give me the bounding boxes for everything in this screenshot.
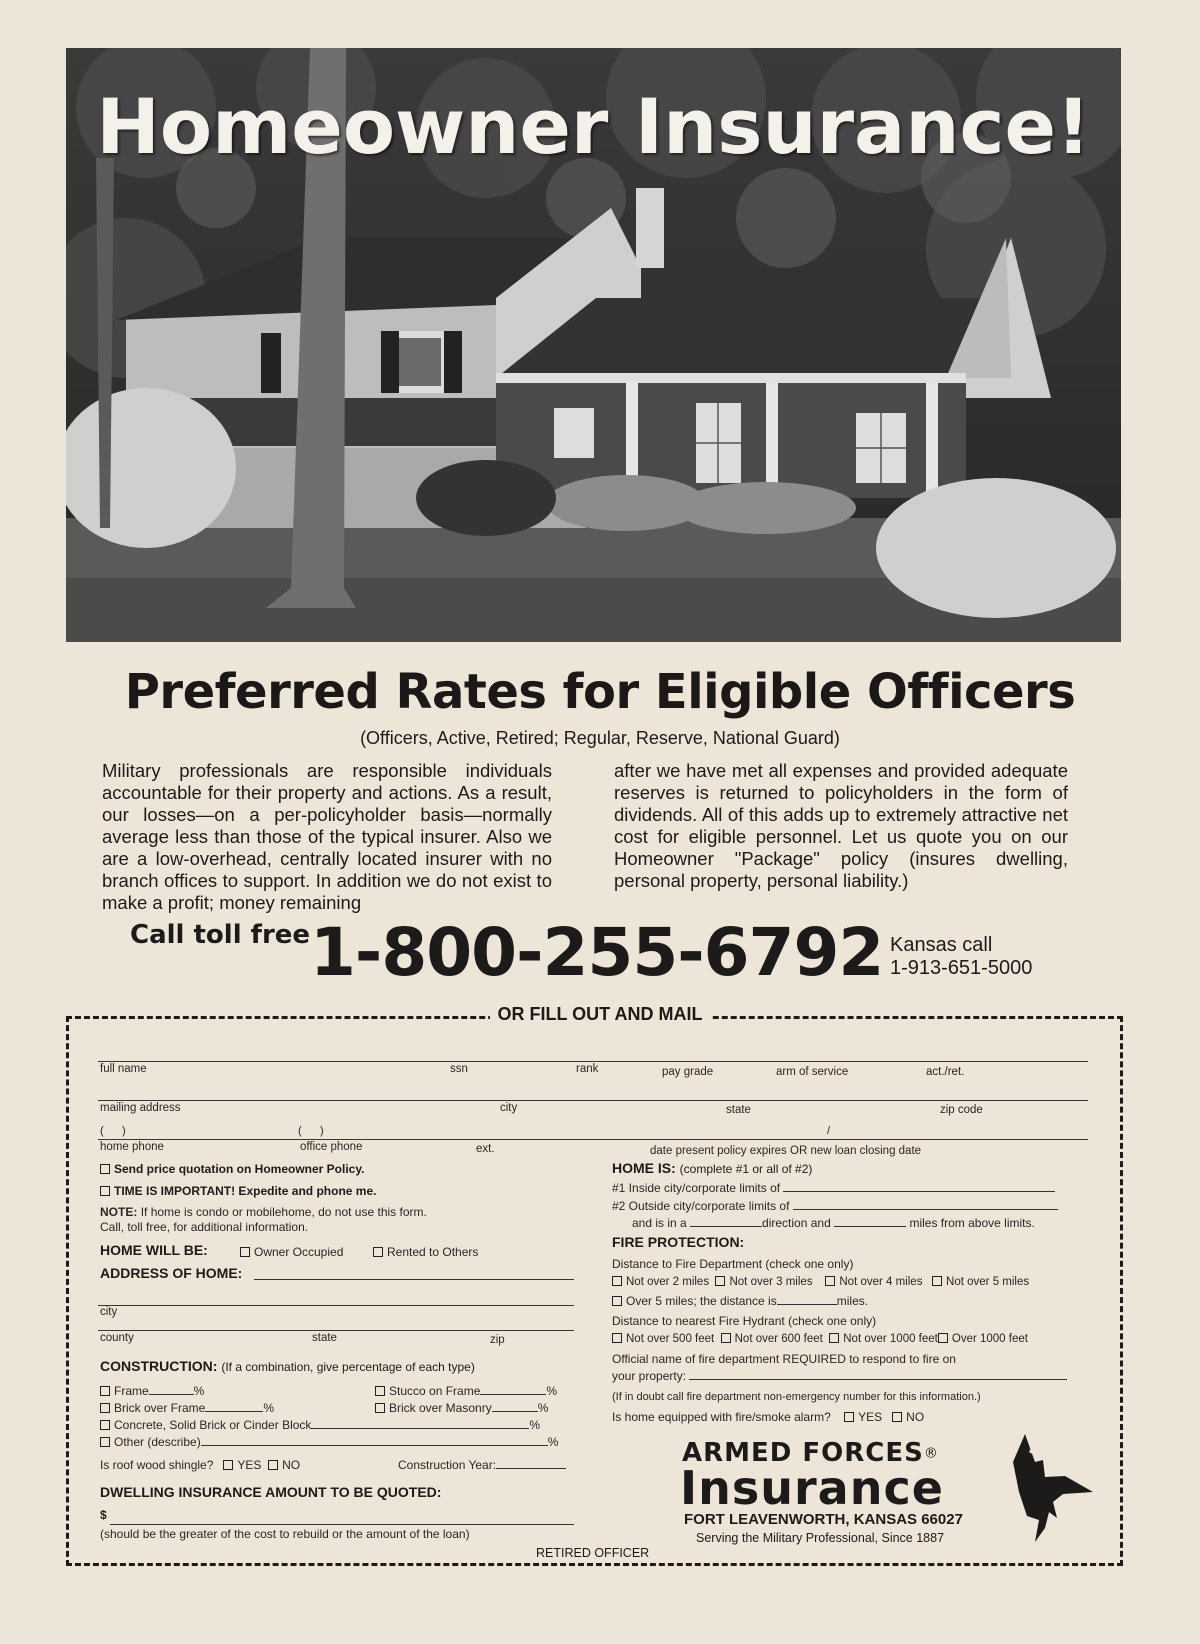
address-of-home-heading: ADDRESS OF HOME: bbox=[100, 1265, 243, 1281]
policy-expires-label: date present policy expires OR new loan closing date bbox=[650, 1145, 922, 1157]
official-name-field[interactable]: your property: bbox=[612, 1369, 1067, 1383]
company-insurance-wordmark: Insurance bbox=[680, 1461, 944, 1515]
pay-grade-label: pay grade bbox=[662, 1066, 714, 1078]
checkbox[interactable] bbox=[100, 1186, 110, 1196]
form-header: OR FILL OUT AND MAIL bbox=[490, 1004, 711, 1024]
fire-dept-distance-label: Distance to Fire Department (check one only) bbox=[612, 1257, 854, 1271]
mailing-address-label: mailing address bbox=[100, 1102, 181, 1114]
stucco-option[interactable]: Stucco on Frame % bbox=[375, 1384, 557, 1398]
hydrant-distance-label: Distance to nearest Fire Hydrant (check one only) bbox=[612, 1314, 877, 1328]
company-tagline: Serving the Military Professional, Since 1887 bbox=[696, 1531, 945, 1545]
alarm-yes-checkbox[interactable] bbox=[844, 1412, 854, 1422]
ext-label: ext. bbox=[476, 1143, 495, 1155]
condo-note: NOTE: If home is condo or mobilehome, do not use this form. Call, toll free, for additional information. bbox=[100, 1205, 427, 1234]
h-600-option[interactable]: Not over 600 feet bbox=[721, 1333, 823, 1345]
alarm-question: Is home equipped with fire/smoke alarm? YES NO bbox=[612, 1410, 925, 1424]
eligibility-note: (Officers, Active, Retired; Regular, Reserve, National Guard) bbox=[360, 728, 840, 748]
address-line[interactable] bbox=[254, 1279, 574, 1280]
direction-field[interactable]: and is in a direction and miles from above limits. bbox=[632, 1216, 1035, 1230]
home-phone-label: home phone bbox=[100, 1141, 164, 1153]
outside-limits-field[interactable]: #2 Outside city/corporate limits of bbox=[612, 1199, 1058, 1213]
company-location: FORT LEAVENWORTH, KANSAS 66027 bbox=[684, 1511, 963, 1528]
eagle-icon bbox=[1005, 1432, 1095, 1547]
kansas-call bbox=[890, 934, 1032, 980]
rented-option[interactable]: Rented to Others bbox=[373, 1245, 478, 1259]
home-is-heading: HOME IS: (complete #1 or all of #2) bbox=[612, 1160, 813, 1176]
arm-of-service-label: arm of service bbox=[776, 1066, 849, 1078]
yes-checkbox[interactable] bbox=[223, 1460, 233, 1470]
city-label: city bbox=[500, 1102, 518, 1114]
body-column-1: Military professionals are responsible individuals accountable for their property and actions. As a result, our losses—on a per-policyholder basis—normally average less than those of the typical insurer. Also we are a low-overhead, centrally located insurer with no branch offices to support. In addition we do not exist to make a profit; money remaining bbox=[102, 760, 552, 913]
owner-occupied-option[interactable]: Owner Occupied bbox=[240, 1245, 343, 1259]
no-checkbox[interactable] bbox=[268, 1460, 278, 1470]
brick-masonry-option[interactable]: Brick over Masonry % bbox=[375, 1401, 548, 1415]
headline: Homeowner Insurance! bbox=[96, 82, 1091, 171]
toll-free-number[interactable]: 1-800-255-6792 bbox=[310, 914, 884, 991]
zip-code-label: zip code bbox=[940, 1104, 983, 1116]
addr-county-label: county bbox=[100, 1332, 134, 1344]
hydrant-options bbox=[612, 1333, 1028, 1345]
h-500-option[interactable]: Not over 500 feet bbox=[612, 1333, 714, 1345]
construction-year-field[interactable]: Construction Year: bbox=[398, 1458, 566, 1472]
fd-5-option[interactable]: Not over 5 miles bbox=[932, 1276, 1029, 1288]
brick-frame-option[interactable]: Brick over Frame % bbox=[100, 1401, 274, 1415]
address-line[interactable] bbox=[98, 1330, 574, 1331]
dwelling-note: (should be the greater of the cost to rebuild or the amount of the loan) bbox=[100, 1527, 470, 1541]
fd-3-option[interactable]: Not over 3 miles bbox=[715, 1276, 812, 1288]
dollar-sign: $ bbox=[100, 1508, 107, 1522]
addr-city-label: city bbox=[100, 1306, 118, 1318]
concrete-option[interactable]: Concrete, Solid Brick or Cinder Block % bbox=[100, 1418, 540, 1432]
act-ret-label: act./ret. bbox=[926, 1066, 965, 1078]
h-over-1000-option[interactable]: Over 1000 feet bbox=[938, 1333, 1028, 1345]
rank-label: rank bbox=[576, 1063, 599, 1075]
if-in-doubt-note: (If in doubt call fire department non-emergency number for this information.) bbox=[612, 1391, 981, 1403]
retired-officer-label: RETIRED OFFICER bbox=[536, 1546, 650, 1560]
ssn-label: ssn bbox=[450, 1063, 468, 1075]
roof-question: Is roof wood shingle? YES NO bbox=[100, 1458, 301, 1472]
official-name-label: Official name of fire department REQUIRED to respond to fire on bbox=[612, 1352, 956, 1366]
office-phone-label: office phone bbox=[300, 1141, 363, 1153]
form-line[interactable] bbox=[98, 1061, 1088, 1062]
dwelling-amount-heading: DWELLING INSURANCE AMOUNT TO BE QUOTED: bbox=[100, 1484, 442, 1500]
form-line[interactable] bbox=[98, 1139, 1088, 1140]
state-label: state bbox=[726, 1104, 751, 1116]
inside-limits-field[interactable]: #1 Inside city/corporate limits of bbox=[612, 1181, 1055, 1195]
fire-dept-options bbox=[612, 1276, 1029, 1288]
full-name-label: full name bbox=[100, 1063, 147, 1075]
fd-2-option[interactable]: Not over 2 miles bbox=[612, 1276, 709, 1288]
addr-state-label: state bbox=[312, 1332, 337, 1344]
company-name: ARMED FORCES® bbox=[682, 1438, 939, 1468]
other-option[interactable]: Other (describe) % bbox=[100, 1435, 558, 1449]
fd-4-option[interactable]: Not over 4 miles bbox=[825, 1276, 922, 1288]
subhead: Preferred Rates for Eligible Officers bbox=[124, 664, 1076, 720]
kansas-call-number[interactable]: 1-913-651-5000 bbox=[890, 957, 1033, 979]
checkbox[interactable] bbox=[100, 1164, 110, 1174]
call-toll-free-label: Call toll free bbox=[130, 920, 311, 950]
construction-heading: CONSTRUCTION: (If a combination, give percentage of each type) bbox=[100, 1358, 475, 1374]
home-will-be-heading: HOME WILL BE: bbox=[100, 1242, 208, 1258]
dwelling-amount-line[interactable] bbox=[110, 1524, 574, 1525]
house-photo bbox=[66, 48, 1121, 642]
body-column-2: after we have met all expenses and provided adequate reserves is returned to policyholders in the form of dividends. All of this adds up to extremely attractive net cost for eligible personnel. Let us quote you on our Homeowner "Package" policy (insures dwelling, personal property, personal liability.) bbox=[614, 760, 1068, 891]
send-quote-option[interactable]: Send price quotation on Homeowner Policy. bbox=[100, 1162, 364, 1176]
fire-protection-heading: FIRE PROTECTION: bbox=[612, 1234, 745, 1250]
kansas-call-label: Kansas call bbox=[890, 934, 993, 956]
form-line[interactable] bbox=[98, 1100, 1088, 1101]
h-1000-option[interactable]: Not over 1000 feet bbox=[829, 1333, 938, 1345]
alarm-no-checkbox[interactable] bbox=[892, 1412, 902, 1422]
over-5-option[interactable]: Over 5 miles; the distance is miles. bbox=[612, 1294, 868, 1308]
frame-option[interactable]: Frame % bbox=[100, 1384, 204, 1398]
address-line[interactable] bbox=[98, 1305, 574, 1306]
time-important-option[interactable]: TIME IS IMPORTANT! Expedite and phone me. bbox=[100, 1184, 376, 1198]
addr-zip-label: zip bbox=[490, 1334, 505, 1346]
